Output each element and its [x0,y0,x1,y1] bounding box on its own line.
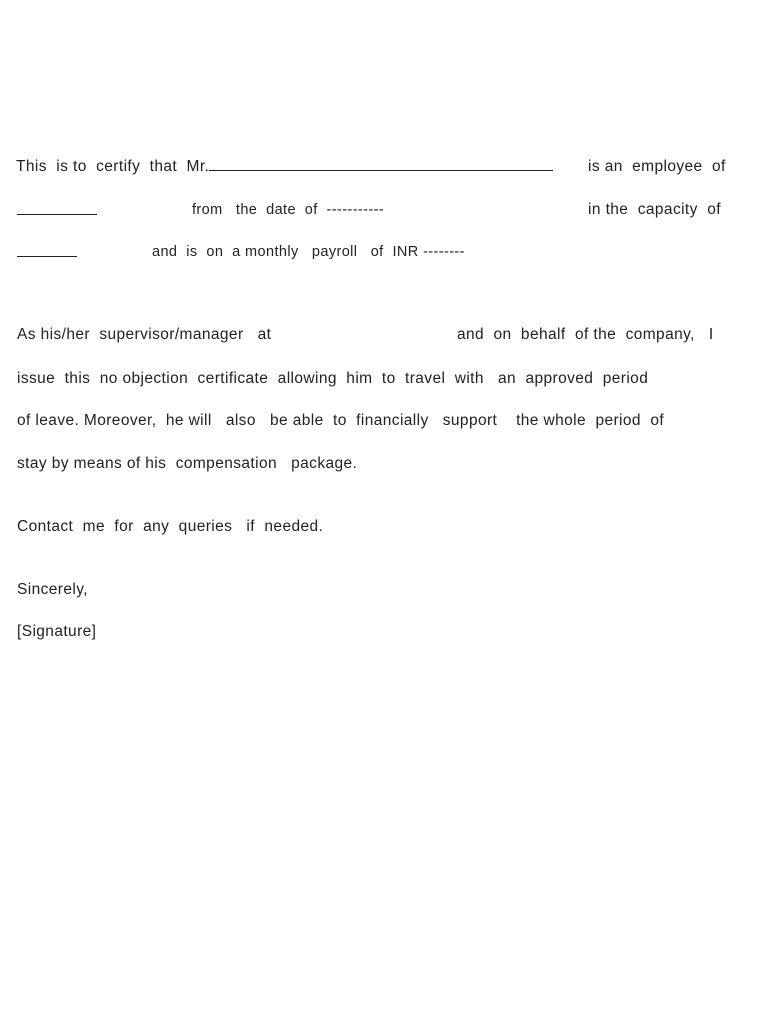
contact-line: Contact me for any queries if needed. [17,518,324,535]
para2-line1-end: and on behalf of the company, I [457,326,714,343]
signature-placeholder: [Signature] [17,623,97,640]
payroll-text: and is on a monthly payroll of INR -------- [152,244,465,260]
certify-text: This is to certify that Mr. [16,158,210,175]
capacity-text: in the capacity of [588,201,721,218]
from-date-text: from the date of ----------- [192,202,385,218]
designation-blank [17,242,77,257]
closing-text: Sincerely, [17,581,88,598]
employee-of-text: is an employee of [588,158,726,175]
para2-line2: issue this no objection certificate allowing him to travel with an approved period [17,370,649,387]
para1-line2 [17,200,97,221]
para2-line4: stay by means of his compensation package. [17,455,358,472]
employee-name-blank [209,156,553,171]
para1-line1 [16,156,553,177]
para2-line3: of leave. Moreover, he will also be able to financially support the whole period of [17,412,665,429]
company-blank [17,200,97,215]
para1-line3 [17,242,77,263]
para2-line1-start: As his/her supervisor/manager at [17,326,272,343]
